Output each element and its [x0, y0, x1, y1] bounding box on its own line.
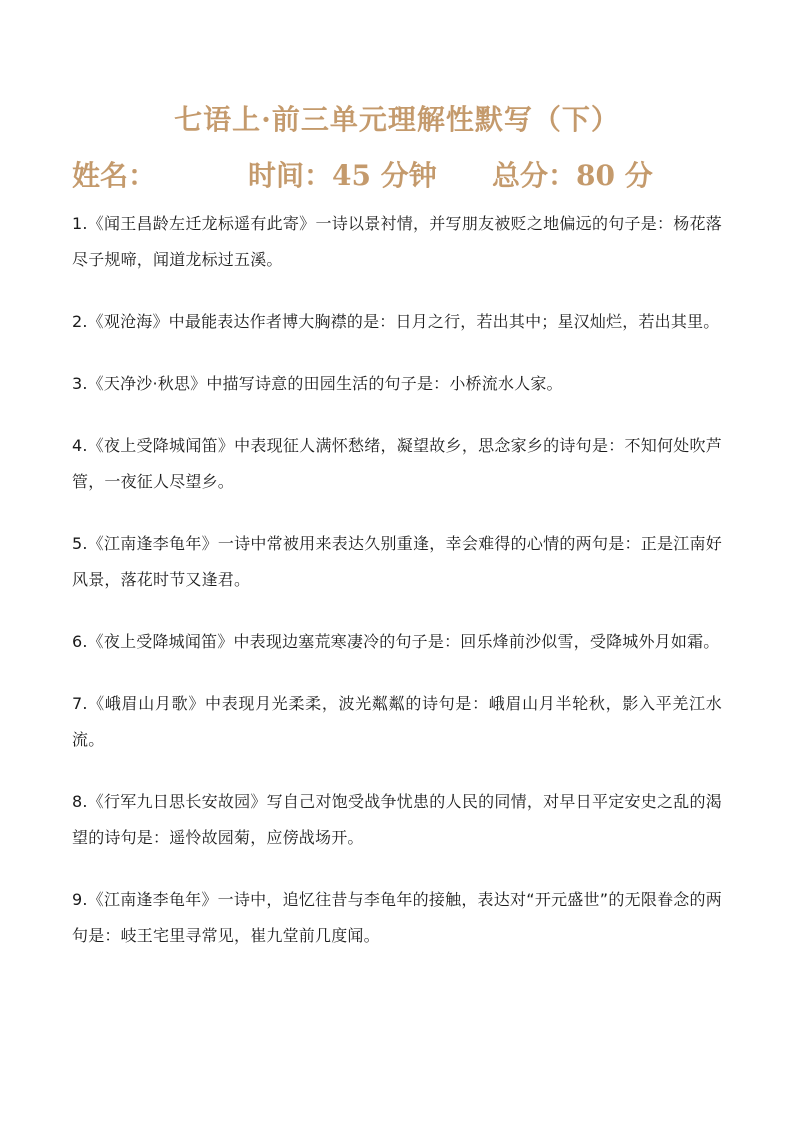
- question-item-4: 4.《夜上受降城闻笛》中表现征人满怀愁绪，凝望故乡，思念家乡的诗句是：不知何处吹芦管，一夜征人尽望乡。: [72, 436, 722, 491]
- question-item-2: 2.《观沧海》中最能表达作者博大胸襟的是：日月之行，若出其中；星汉灿烂，若出其里。: [72, 312, 720, 331]
- student-info-row: [72, 154, 732, 194]
- document-title: 七语上·前三单元理解性默写（下）: [174, 103, 620, 136]
- question-list: [72, 206, 722, 980]
- question-item-3: 3.《天净沙·秋思》中描写诗意的田园生活的句子是：小桥流水人家。: [72, 374, 563, 393]
- question-item-5: 5.《江南逢李龟年》一诗中常被用来表达久别重逢，幸会难得的心情的两句是：正是江南好风景，落花时节又逢君。: [72, 534, 722, 589]
- question-item-7: 7.《峨眉山月歌》中表现月光柔柔，波光粼粼的诗句是：峨眉山月半轮秋，影入平羌江水流。: [72, 694, 722, 749]
- question-item-1: 1.《闻王昌龄左迁龙标遥有此寄》一诗以景衬情，并写朋友被贬之地偏远的句子是：杨花落尽子规啼，闻道龙标过五溪。: [72, 214, 722, 269]
- question-item-6: 6.《夜上受降城闻笛》中表现边塞荒寒凄冷的句子是：回乐烽前沙似雪，受降城外月如霜。: [72, 632, 720, 651]
- score-label: 总分：80 分: [492, 159, 653, 192]
- time-label: 时间：45 分钟: [248, 159, 437, 192]
- question-item-8: 8.《行军九日思长安故园》写自己对饱受战争忧患的人民的同情，对早日平定安史之乱的渴望的诗句是：遥怜故园菊，应傍战场开。: [72, 792, 722, 847]
- question-item-9: 9.《江南逢李龟年》一诗中，追忆往昔与李龟年的接触，表达对“开元盛世”的无限眷念的两句是：岐王宅里寻常见，崔九堂前几度闻。: [72, 890, 722, 945]
- name-label: 姓名：: [72, 159, 157, 192]
